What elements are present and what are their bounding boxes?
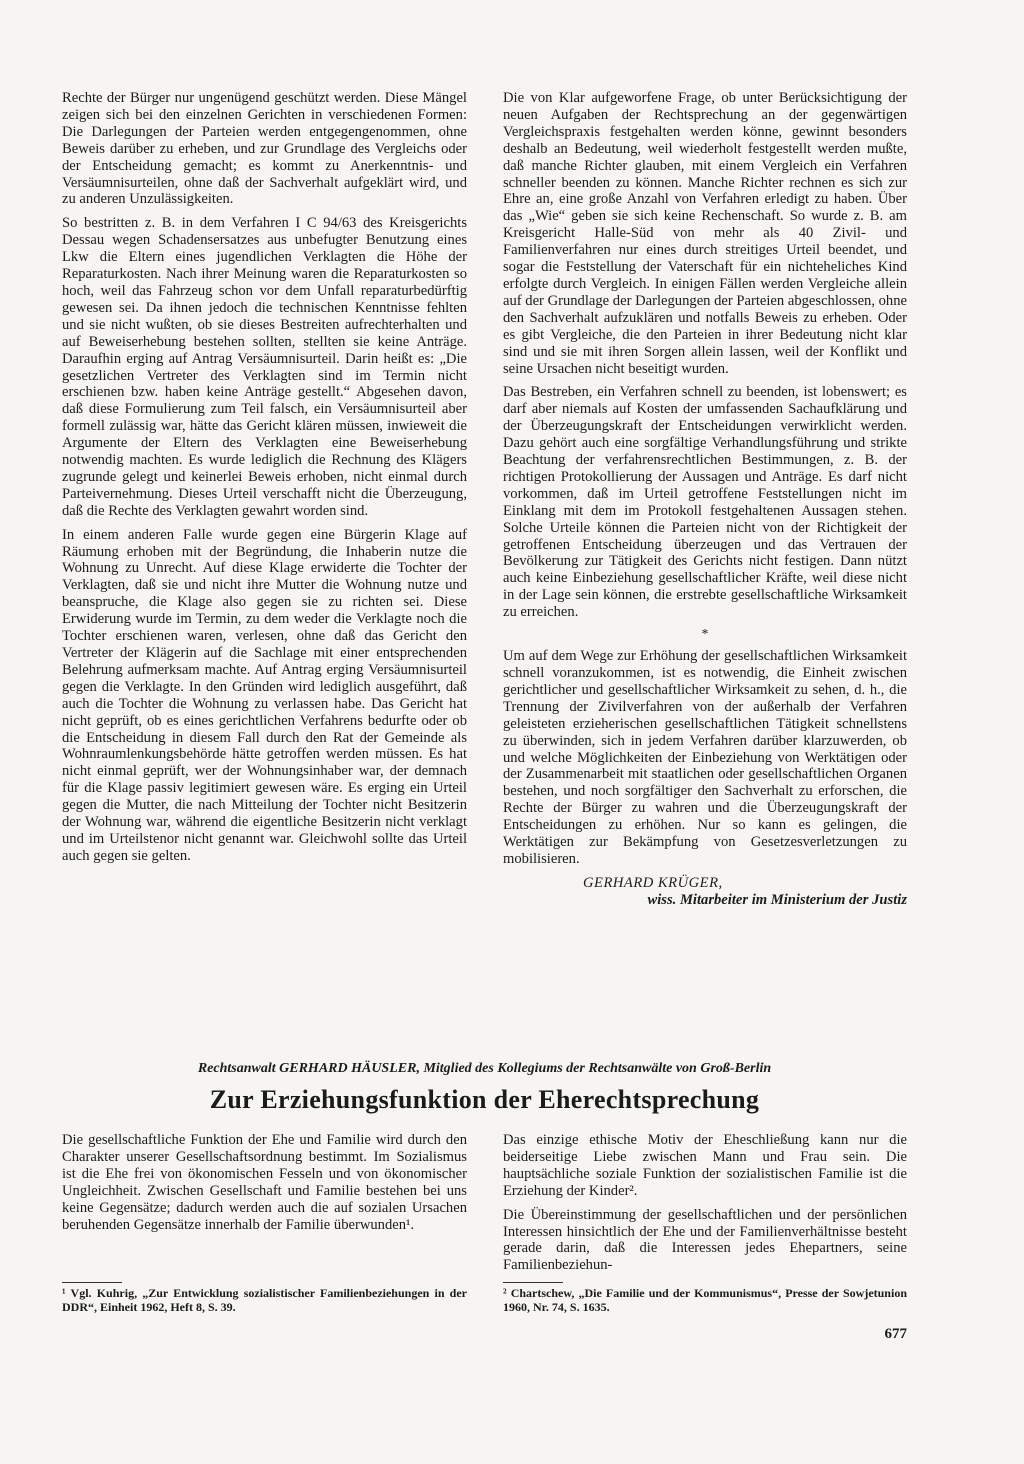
paragraph: Die gesellschaftliche Funktion der Ehe und Familie wird durch den Charakter unserer Gesellschaftsordnung bestimmt. Im Sozialismus ist die Ehe frei von ökonomischen Fesseln und von ökonomischer Ungleichheit. Zwischen Gesellschaft und Familie bestehen bei uns keine Gegensätze; dadurch werden auch die auf sozialen Ursachen beruhenden Gegensätze innerhalb der Familie überwunden¹. bbox=[62, 1132, 467, 1233]
footnote-rule bbox=[62, 1282, 122, 1283]
left-column-top bbox=[62, 90, 467, 872]
footnote-rule bbox=[503, 1282, 563, 1283]
paragraph: So bestritten z. B. in dem Verfahren I C 94/63 des Kreisgerichts Dessau wegen Schadensersatzes aus unbefugter Benutzung eines Lkw die Eltern eines jugendlichen Verklagten die Höhe der Reparaturkosten. Nach ihrer Meinung waren die Reparaturkosten so hoch, weil das Fahrzeug schon vor dem Unfall reparaturbedürftig gewesen sei. Da ihnen jedoch die technischen Kenntnisse fehlten und sie nicht wußten, ob sie dieses Bestreiten aufrechterhalten und auf Beweiserhebung bestehen sollten, stellten sie keine Anträge. Daraufhin erging auf Antrag Versäumnisurteil. Darin heißt es: „Die gesetzlichen Vertreter des Verklagten sind im Termin nicht erschienen bzw. haben keine Anträge gestellt.“ Abgesehen davon, daß diese Formulierung zum Teil falsch, ein Versäumnisurteil aber formell zulässig war, hätte das Gericht klären müssen, inwieweit die Argumente der Eltern des Verklagten eine Beweiserhebung notwendig machten. Es wurde lediglich die Rechnung des Klägers zugrunde gelegt und keinerlei Beweis erhoben, nicht einmal durch Parteivernehmung. Dieses Urteil verschafft nicht die Überzeugung, daß die Rechte des Verklagten gewahrt worden sind. bbox=[62, 215, 467, 519]
paragraph: In einem anderen Falle wurde gegen eine Bürgerin Klage auf Räumung erhoben mit der Begründung, die Inhaberin nutze die Wohnung zu Unrecht. Auf diese Klage erwiderte die Tochter der Verklagten, daß sie und nicht ihre Mutter die Wohnung nutze und beanspruche, die Klage also gegen sie zu richten sei. Diese Erwiderung wurde im Termin, zu dem weder die Verklagte noch die Tochter erschienen waren, verlesen, ohne daß das Gericht den Vertreter der Klägerin auf die Sachlage mit einer entsprechenden Belehrung aufmerksam machte. Auf Antrag erging Versäumnisurteil gegen die Verklagte. In den Gründen wird lediglich ausgeführt, daß auch die Tochter die Wohnung zu verlassen habe. Das Gericht hat nicht geprüft, ob es eines gerichtlichen Verfahrens bedurfte oder ob die Entscheidung in diesem Fall durch den Rat der Gemeinde als Wohnraumlenkungsbehörde hätte getroffen werden müssen. Es hat nicht einmal geprüft, wer der Wohnungsinhaber war, der demnach für die Klage passiv legitimiert gewesen wäre. Es erging ein Urteil gegen die Mutter, die nach Mitteilung der Tochter nicht Besitzerin der Wohnung war, während die eigentliche Besitzerin nicht verklagt und im Urteilstenor nicht genannt war. Gleichwohl sollte das Urteil auch gegen sie gelten. bbox=[62, 526, 467, 864]
right-column-bottom bbox=[503, 1132, 907, 1281]
paragraph: Rechte der Bürger nur ungenügend geschützt werden. Diese Mängel zeigen sich bei den einzelnen Gerichten in verschiedenen Formen: Die Darlegungen der Parteien werden entgegengenommen, ohne Beweis darüber zu erheben, und zur Grundlage des Vergleichs oder der Entscheidung gemacht; es kommt zu Anerkenntnis- und Versäumnisurteilen, ohne daß der Sachverhalt aufgeklärt wird, und zu anderen Unzulässigkeiten. bbox=[62, 90, 467, 208]
footnote-2: ² Chartschew, „Die Familie und der Kommunismus“, Presse der Sowjetunion 1960, Nr. 74, S. 1635. bbox=[503, 1286, 907, 1314]
right-column-top bbox=[503, 90, 907, 909]
paragraph: Die von Klar aufgeworfene Frage, ob unter Berücksichtigung der neuen Aufgaben der Rechtsprechung an der gegenwärtigen Vergleichspraxis festgehalten werden könne, gewinnt besonders deshalb an Bedeutung, weil wiederholt festgestellt werden mußte, daß manche Richter glauben, mit einem Vergleich ein Verfahren schneller beenden zu können. Manche Richter rechnen es sich zur Ehre an, eine große Anzahl von Verfahren erledigt zu haben. Über das „Wie“ geben sie sich keine Rechenschaft. So wurde z. B. am Kreisgericht Halle-Süd von mehr als 40 Zivil- und Familienverfahren nur eines durch streitiges Urteil beendet, und sogar die Feststellung der Vaterschaft für ein nichteheliches Kind erfolgte durch Vergleich. In einigen Fällen werden Vergleiche allein auf der Grundlage der Darlegungen der Parteien abgeschlossen, ohne den Sachverhalt aufzuklären und notfalls Beweis zu erheben. Oder es gibt Vergleiche, die den Parteien in ihrer Bedeutung nicht klar sind und sie mit ihren Sorgen allein lassen, weil der Konflikt und seine Ursachen nicht beseitigt wurden. bbox=[503, 90, 908, 377]
page-number: 677 bbox=[884, 1326, 907, 1342]
footnote-1: ¹ Vgl. Kuhrig, „Zur Entwicklung sozialistischer Familienbeziehungen in der DDR“, Einheit 1962, Heft 8, S. 39. bbox=[62, 1286, 467, 1314]
paragraph: Das einzige ethische Motiv der Eheschließung kann nur die beiderseitige Liebe zwischen Mann und Frau sein. Die hauptsächliche soziale Funktion der sozialistischen Familie ist die Erziehung der Kinder². bbox=[503, 1132, 907, 1199]
article-title: Zur Erziehungsfunktion der Eherechtsprechung bbox=[209, 1085, 760, 1114]
author-role: wiss. Mitarbeiter im Ministerium der Justiz bbox=[647, 891, 907, 908]
paragraph: Um auf dem Wege zur Erhöhung der gesellschaftlichen Wirksamkeit schnell voranzukommen, ist es notwendig, die Einheit zwischen gerichtlicher und gesellschaftlicher Wirksamkeit zu sehen, d. h., die Trennung der Zivilverfahren von der außerhalb der Verfahren geleisteten erzieherischen gesellschaftlichen Tätigkeit schnellstens zu überwinden, sich in jedem Verfahren darüber klarzuwerden, ob und welche Möglichkeiten der Einbeziehung von Werktätigen oder der Zusammenarbeit mit staatlichen oder gesellschaftlichen Organen bestehen, und noch sorgfältiger den Sachverhalt zu erforschen, die Rechte der Bürger zu wahren und die Überzeugungskraft der Entscheidungen zu erhöhen. Nur so kann es gelingen, die Werktätigen zur Bekämpfung von Gesetzesverletzungen zu mobilisieren. bbox=[503, 648, 907, 867]
section-separator: * bbox=[701, 627, 709, 643]
left-column-bottom bbox=[62, 1132, 467, 1240]
paragraph: Die Übereinstimmung der gesellschaftlichen und der persönlichen Interessen hinsichtlich der Ehe und der Familienverhältnisse besteht gerade darin, daß die Interessen jedes Ehepartners, seine Familienbeziehun- bbox=[503, 1206, 907, 1274]
paragraph: Das Bestreben, ein Verfahren schnell zu beenden, ist lobenswert; es darf aber niemals auf Kosten der umfassenden Sachaufklärung und der Überzeugungskraft der Entscheidungen verwirklicht werden. Dazu gehört auch eine sorgfältige Verhandlungsführung und strikte Beachtung der verfahrensrechtlichen Bestimmungen, z. B. der richtigen Protokollierung der Aussagen und Anträge. Es darf nicht vorkommen, daß im Urteil getroffene Feststellungen nicht im Einklang mit dem im Protokoll festgehaltenen Aussagen stehen. Solche Urteile können die Parteien nicht von der Richtigkeit der getroffenen Entscheidung überzeugen und das Vertrauen der Bevölkerung zur Tätigkeit des Gerichts nicht festigen. Dann nützt auch keine Einbeziehung gesellschaftlicher Kräfte, weil diese nicht in der Lage sein können, die erstrebte gesellschaftliche Wirksamkeit zu erreichen. bbox=[503, 384, 907, 621]
author-signature: GERHARD KRÜGER, bbox=[583, 874, 723, 891]
article-byline: Rechtsanwalt GERHARD HÄUSLER, Mitglied des Kollegiums der Rechtsanwälte von Groß-Berlin bbox=[197, 1061, 772, 1076]
